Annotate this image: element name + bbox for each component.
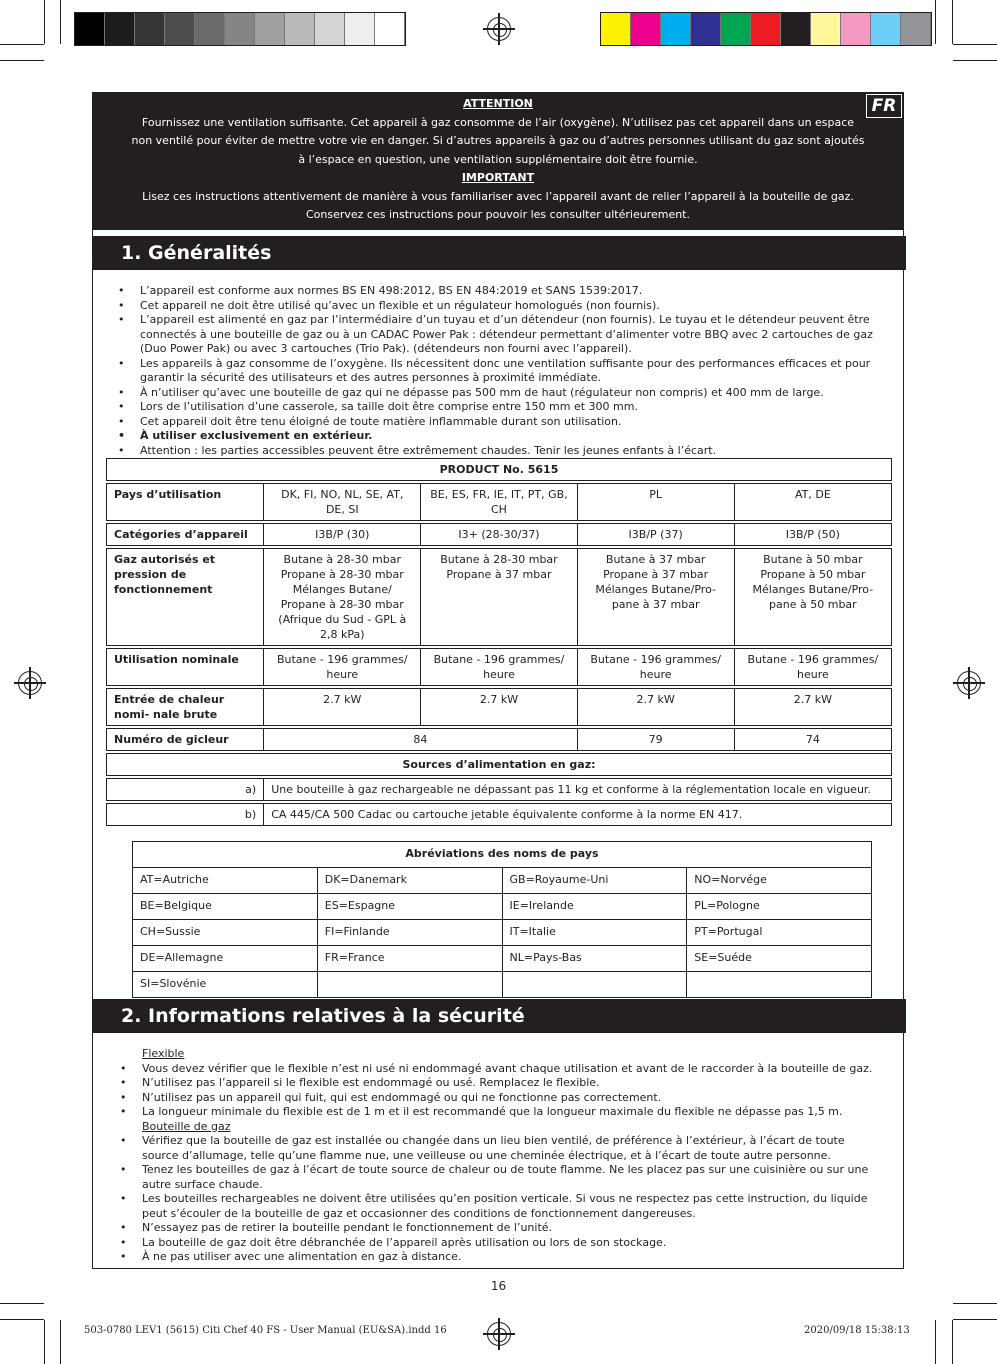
- gray-swatch: [165, 13, 195, 45]
- table-cell: DK, FI, NO, NL, SE, AT, DE, SI: [264, 484, 421, 521]
- table-cell: IE=Irelande: [502, 894, 687, 920]
- table-cell: 2.7 kW: [734, 689, 891, 726]
- crop-mark: [0, 1303, 44, 1304]
- list-item: • L’appareil est conforme aux normes BS EN 498:2012, BS EN 484:2019 et SANS 1539:2017.: [114, 284, 876, 299]
- table-cell: SI=Slovénie: [133, 972, 318, 998]
- crop-mark: [44, 0, 45, 44]
- table-row: [107, 804, 892, 826]
- list-item: • Lors de l’utilisation d’une casserole, sa taille doit être comprise entre 150 mm et 300 mm.: [114, 400, 876, 415]
- table-row: [133, 868, 872, 894]
- table-cell: AT, DE: [734, 484, 891, 521]
- table-cell: Butane à 28-30 mbar Propane à 28-30 mbar Mélanges Butane/ Propane à 28-30 mbar (Afrique du Sud - GPL à 2,8 kPa): [264, 549, 421, 646]
- attention-text: non ventilé pour éviter de mettre votre vie en danger. Si d’autres appareils à gaz ou d’autres personnes utilisant du gaz sont ajoutés: [131, 134, 865, 147]
- table-title: PRODUCT No. 5615: [107, 459, 892, 481]
- table-cell: 79: [577, 729, 734, 751]
- source-text: CA 445/CA 500 Cadac ou cartouche jetable équivalente conforme à la norme EN 417.: [264, 804, 892, 826]
- crop-mark: [935, 1320, 936, 1364]
- row-label: Pays d’utilisation: [107, 484, 264, 521]
- table-row: [107, 484, 892, 521]
- gray-swatch: [345, 13, 375, 45]
- list-item: • À ne pas utiliser avec une alimentation en gaz à distance.: [116, 1250, 878, 1265]
- general-bullet-list: [114, 284, 876, 458]
- attention-text: à l’espace en question, une ventilation supplémentaire doit être fournie.: [298, 152, 698, 166]
- color-swatch: [601, 13, 631, 45]
- color-swatch: [721, 13, 751, 45]
- gray-swatch: [135, 13, 165, 45]
- gray-swatch: [195, 13, 225, 45]
- list-item: • Vous devez vérifier que le flexible n’est ni usé ni endommagé avant chaque utilisation et avant de le raccorder à la bouteille de gaz.: [116, 1062, 878, 1077]
- table-cell: Butane à 28-30 mbar Propane à 37 mbar: [421, 549, 577, 646]
- table-cell: 84: [264, 729, 577, 751]
- table-cell: 2.7 kW: [264, 689, 421, 726]
- row-label: Entrée de chaleur nomi- nale brute: [107, 689, 264, 726]
- abbreviation-table: [132, 841, 872, 998]
- registration-mark-icon: [487, 17, 511, 41]
- table-cell: NO=Norvége: [687, 868, 872, 894]
- list-item: • Cet appareil doit être tenu éloigné de toute matière inflammable durant son utilisation.: [114, 415, 876, 430]
- product-table: [106, 458, 892, 826]
- color-swatch-bar: [600, 12, 932, 46]
- section-heading: 2. Informations relatives à la sécurité: [92, 999, 906, 1033]
- table-cell: Butane - 196 grammes/ heure: [577, 649, 734, 686]
- crop-mark: [953, 60, 997, 61]
- table-cell: [317, 972, 502, 998]
- table-cell: DE=Allemagne: [133, 946, 318, 972]
- row-label: Gaz autorisés et pression de fonctionnement: [107, 549, 264, 646]
- table-cell: Butane à 50 mbar Propane à 50 mbar Mélanges Butane/Pro- pane à 50 mbar: [734, 549, 891, 646]
- list-item: • À utiliser exclusivement en extérieur.: [114, 429, 876, 444]
- list-item: • Les bouteilles rechargeables ne doivent être utilisées qu’en position verticale. Si vous ne respectez pas cette instruction, du liquide peut s’écouler de la bouteille de gaz et occasionner des conditions de fonctionnement dangereuses.: [116, 1192, 878, 1221]
- list-item: • Les appareils à gaz consomme de l’oxygène. Ils nécessitent donc une ventilation suffisante pour des performances efficaces et pour garantir la sécurité des utilisateurs et des autres personnes à proximité immédiate.: [114, 357, 876, 386]
- color-swatch: [841, 13, 871, 45]
- slug-file-name: 503-0780 LEV1 (5615) Citi Chef 40 FS - User Manual (EU&SA).indd 16: [84, 1325, 447, 1336]
- color-swatch: [691, 13, 721, 45]
- table-cell: PL: [577, 484, 734, 521]
- language-badge: FR: [866, 94, 902, 118]
- crop-mark: [953, 1319, 997, 1320]
- table-row: [107, 649, 892, 686]
- table-row: [133, 946, 872, 972]
- table-cell: CH=Sussie: [133, 920, 318, 946]
- important-title: IMPORTANT: [461, 171, 535, 184]
- color-swatch: [781, 13, 811, 45]
- registration-mark-icon: [18, 671, 42, 695]
- table-title: Abréviations des noms de pays: [133, 842, 872, 868]
- crop-mark: [0, 44, 44, 45]
- table-cell: Butane - 196 grammes/ heure: [264, 649, 421, 686]
- list-item: • La longueur minimale du flexible est de 1 m et il est recommandé que la longueur maximale du flexible ne dépasse pas 1,5 m.: [116, 1105, 878, 1120]
- list-item: • Cet appareil ne doit être utilisé qu’avec un flexible et un régulateur homologués (non fournis).: [114, 299, 876, 314]
- table-row: [133, 972, 872, 998]
- crop-mark: [935, 0, 936, 44]
- list-item: • N’essayez pas de retirer la bouteille pendant le fonctionnement de l’unité.: [116, 1221, 878, 1236]
- section-heading: 1. Généralités: [92, 236, 906, 270]
- subheading: Flexible: [142, 1047, 185, 1060]
- crop-mark: [953, 1303, 997, 1304]
- gray-swatch: [315, 13, 345, 45]
- registration-mark-icon: [957, 671, 981, 695]
- crop-mark: [44, 1320, 45, 1364]
- color-swatch: [811, 13, 841, 45]
- table-cell: FR=France: [317, 946, 502, 972]
- gray-swatch: [375, 13, 405, 45]
- table-cell: 74: [734, 729, 891, 751]
- list-item: • Attention : les parties accessibles peuvent être extrêmement chaudes. Tenir les jeunes enfants à l’écart.: [114, 444, 876, 459]
- table-row: [133, 920, 872, 946]
- table-subtitle: Sources d’alimentation en gaz:: [107, 754, 892, 776]
- table-cell: GB=Royaume-Uni: [502, 868, 687, 894]
- list-item: • La bouteille de gaz doit être débranchée de l’appareil après utilisation ou lors de son stockage.: [116, 1236, 878, 1251]
- list-item: • Vérifiez que la bouteille de gaz est installée ou changée dans un lieu bien ventilé, de préférence à l’extérieur, à l’écart de toute source d’allumage, telle qu’une flamme nue, une veilleuse ou une cheminée électrique, et à l’écart de toute autre personne.: [116, 1134, 878, 1163]
- table-cell: [687, 972, 872, 998]
- table-cell: FI=Finlande: [317, 920, 502, 946]
- source-key: b): [107, 804, 264, 826]
- table-cell: ES=Espagne: [317, 894, 502, 920]
- important-text: Lisez ces instructions attentivement de manière à vous familiariser avec l’appareil avant de relier l’appareil à la bouteille de gaz.: [142, 189, 854, 203]
- crop-mark: [0, 60, 44, 61]
- warning-box: [92, 92, 904, 230]
- crop-mark: [952, 1320, 953, 1364]
- row-label: Utilisation nominale: [107, 649, 264, 686]
- table-cell: Butane - 196 grammes/ heure: [734, 649, 891, 686]
- table-row: [107, 689, 892, 726]
- table-cell: BE, ES, FR, IE, IT, PT, GB, CH: [421, 484, 577, 521]
- table-cell: BE=Belgique: [133, 894, 318, 920]
- crop-mark: [0, 1319, 44, 1320]
- table-cell: PL=Pologne: [687, 894, 872, 920]
- table-cell: Butane à 37 mbar Propane à 37 mbar Mélanges Butane/Pro- pane à 37 mbar: [577, 549, 734, 646]
- table-cell: I3+ (28-30/37): [421, 524, 577, 546]
- color-swatch: [901, 13, 931, 45]
- table-cell: I3B/P (50): [734, 524, 891, 546]
- table-cell: IT=Italie: [502, 920, 687, 946]
- gray-swatch: [285, 13, 315, 45]
- list-item: • N’utilisez pas un appareil qui fuit, qui est endommagé ou qui ne fonctionne pas correctement.: [116, 1091, 878, 1106]
- important-text: Conservez ces instructions pour pouvoir les consulter ultérieurement.: [305, 208, 690, 221]
- list-item: • À n’utiliser qu’avec une bouteille de gaz qui ne dépasse pas 500 mm de haut (régulateur non compris) et 400 mm de large.: [114, 386, 876, 401]
- table-cell: I3B/P (37): [577, 524, 734, 546]
- crop-mark: [60, 0, 61, 44]
- table-row: [107, 524, 892, 546]
- subheading: Bouteille de gaz: [142, 1119, 231, 1133]
- safety-bullet-list: [116, 1047, 878, 1265]
- attention-title: ATTENTION: [463, 97, 533, 110]
- table-row: [133, 894, 872, 920]
- table-cell: AT=Autriche: [133, 868, 318, 894]
- row-label: Catégories d’appareil: [107, 524, 264, 546]
- color-swatch: [871, 13, 901, 45]
- table-cell: NL=Pays-Bas: [502, 946, 687, 972]
- gray-swatch: [75, 13, 105, 45]
- table-cell: DK=Danemark: [317, 868, 502, 894]
- table-row: [107, 779, 892, 801]
- grayscale-swatch-bar: [74, 12, 406, 46]
- table-cell: 2.7 kW: [421, 689, 577, 726]
- crop-mark: [60, 1320, 61, 1364]
- crop-mark: [952, 0, 953, 44]
- row-label: Numéro de gicleur: [107, 729, 264, 751]
- table-cell: Butane - 196 grammes/ heure: [421, 649, 577, 686]
- source-key: a): [107, 779, 264, 801]
- attention-text: Fournissez une ventilation suffisante. Cet appareil à gaz consomme de l’air (oxygène). N’utilisez pas cet appareil dans un espace: [141, 115, 855, 129]
- page-number: 16: [490, 1279, 507, 1293]
- table-row: [107, 549, 892, 646]
- slug-date: 2020/09/18 15:38:13: [804, 1325, 910, 1336]
- color-swatch: [631, 13, 661, 45]
- table-cell: 2.7 kW: [577, 689, 734, 726]
- table-cell: I3B/P (30): [264, 524, 421, 546]
- gray-swatch: [105, 13, 135, 45]
- list-item: • Tenez les bouteilles de gaz à l’écart de toute source de chaleur ou de toute flamme. Ne les placez pas sur une cuisinière ou sur une autre surface chaude.: [116, 1163, 878, 1192]
- crop-mark: [953, 44, 997, 45]
- table-cell: [502, 972, 687, 998]
- table-row: [107, 729, 892, 751]
- registration-mark-icon: [487, 1322, 511, 1346]
- color-swatch: [661, 13, 691, 45]
- table-cell: PT=Portugal: [687, 920, 872, 946]
- table-cell: SE=Suéde: [687, 946, 872, 972]
- list-item: • L’appareil est alimenté en gaz par l’intermédiaire d’un tuyau et d’un détendeur (non fournis). Le tuyau et le détendeur peuvent être connectés à une bouteille de gaz ou à un CADAC Power Pak : détendeur permettant d’alimenter votre BBQ avec 2 cartouches de gaz (Duo Power Pak) ou avec 3 cartouches (Trio Pak). (détendeurs non fourni avec l’appareil).: [114, 313, 876, 357]
- color-swatch: [751, 13, 781, 45]
- gray-swatch: [255, 13, 285, 45]
- source-text: Une bouteille à gaz rechargeable ne dépassant pas 11 kg et conforme à la réglementation locale en vigueur.: [264, 779, 892, 801]
- gray-swatch: [225, 13, 255, 45]
- list-item: • N’utilisez pas l’appareil si le flexible est endommagé ou usé. Remplacez le flexible.: [116, 1076, 878, 1091]
